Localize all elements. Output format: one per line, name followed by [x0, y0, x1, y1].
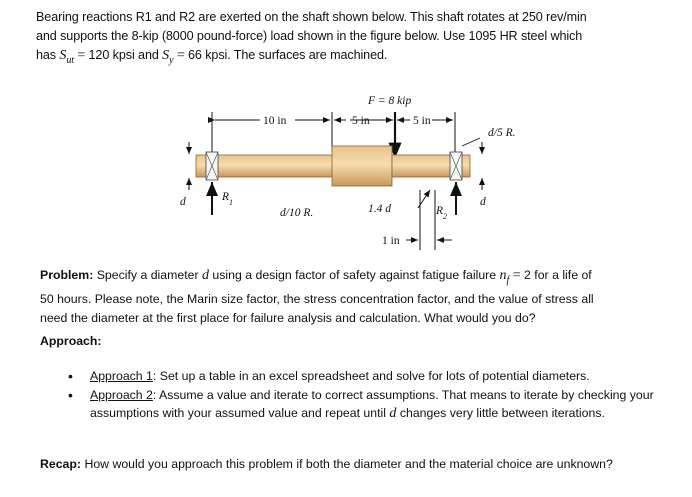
- intro-line-2: and supports the 8-kip (8000 pound-force) load shown in the figure below. Use 1095 HR steel which: [36, 29, 583, 43]
- approach-1-text: : Set up a table in an excel spreadsheet and solve for lots of potential diameters.: [152, 369, 590, 383]
- intro-line-3: [36, 46, 676, 70]
- approach-item-2: [68, 386, 668, 423]
- dim-5in-a-label: 5 in: [352, 115, 370, 127]
- dim-5in-b-label: 5 in: [413, 115, 431, 127]
- sy-symbol: $S_y$: [162, 48, 174, 66]
- intro-line-1: Bearing reactions R1 and R2 are exerted on the shaft shown below. This shaft rotates at 250 rev/min: [36, 10, 587, 24]
- shaft-figure: [170, 90, 516, 260]
- sy-equals: =: [176, 48, 185, 63]
- approach-2-d-symbol: d: [389, 406, 397, 421]
- problem-d-symbol: d: [201, 268, 209, 283]
- approach-1-link[interactable]: Approach 1: [90, 369, 153, 383]
- fillet-left-label: d/10 R.: [280, 207, 314, 219]
- problem-statement: [40, 266, 670, 328]
- recap-label: Recap:: [40, 457, 82, 471]
- r2-label: $R_2$: [436, 205, 448, 221]
- bearing-right: [450, 152, 462, 180]
- problem-line-1: [40, 266, 670, 290]
- sut-value: 120 kpsi and: [88, 48, 159, 62]
- load-label: F = 8 kip: [368, 95, 412, 107]
- d-right-label: d: [480, 196, 486, 208]
- dim-1in-label: 1 in: [382, 235, 400, 247]
- r1-label: $R_1$: [222, 191, 234, 207]
- nf-value: 2 for a life of: [524, 268, 592, 282]
- recap-text: How would you approach this problem if both the diameter and the material choice are unknown?: [84, 457, 613, 471]
- shaft-shoulder: [332, 146, 392, 186]
- approach-item-1: [68, 367, 668, 385]
- approach-2-text: : Assume a value and iterate to correct assumptions. That means to iterate by checking your assumptions with your assumed value and repeat until: [90, 388, 654, 420]
- approach-heading: Approach:: [40, 334, 102, 348]
- problem-text-2: using a design factor of safety against fatigue failure: [212, 268, 497, 282]
- shoulder-label: 1.4 d: [368, 203, 391, 215]
- fillet-right-leader: [462, 138, 480, 146]
- d-left-label: d: [180, 196, 186, 208]
- recap-paragraph: [40, 455, 660, 474]
- sut-symbol: $S_{ut}$: [59, 48, 74, 66]
- bearing-left: [206, 152, 218, 180]
- approach-2-text-end: changes very little between iterations.: [399, 406, 605, 420]
- approach-2-link[interactable]: Approach 2: [90, 388, 153, 402]
- sut-equals: =: [77, 48, 86, 63]
- nf-symbol: $n_f$: [499, 268, 510, 286]
- problem-line-2: 50 hours. Please note, the Marin size factor, the stress concentration factor, and the value of stress all: [40, 291, 594, 306]
- dim-10in-label: 10 in: [263, 115, 287, 127]
- problem-label: Problem:: [40, 268, 94, 282]
- intro-paragraph: [36, 8, 676, 70]
- nf-equals: =: [512, 268, 521, 283]
- fillet-right-label: d/5 R.: [488, 127, 516, 139]
- intro-has: has: [36, 48, 57, 62]
- problem-text-1: Specify a diameter: [96, 268, 199, 282]
- problem-line-3: need the diameter at the first place for failure analysis and calculation. What would you do?: [40, 310, 536, 325]
- sy-value: 66 kpsi. The surfaces are machined.: [188, 48, 388, 62]
- approach-list: [68, 367, 668, 424]
